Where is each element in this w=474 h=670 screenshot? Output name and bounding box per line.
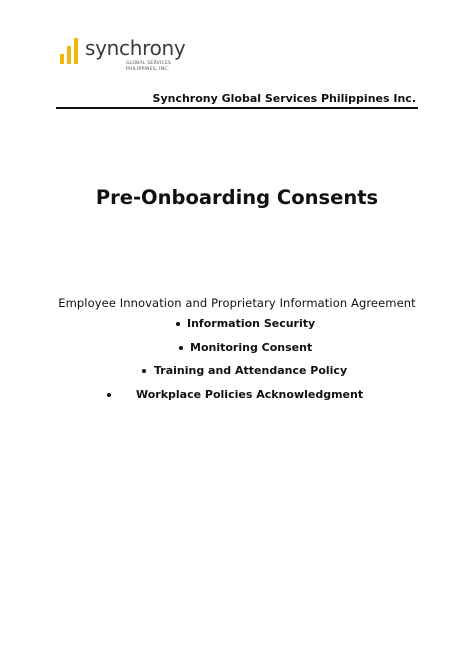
logo-subtext-line1: GLOBAL SERVICES [126, 61, 172, 66]
list-item-monitoring-consent: Monitoring Consent [190, 341, 313, 354]
list-item-training-attendance: Training and Attendance Policy [154, 364, 348, 377]
logo-bar-tall [74, 38, 78, 64]
header-rule [56, 107, 418, 109]
bullet-dot [176, 322, 180, 326]
bullet-dot [107, 393, 111, 397]
logo-bars-icon [60, 38, 80, 64]
logo-subtext-line2: PHILIPPINES, INC. [126, 66, 170, 72]
bullet-dot [179, 346, 183, 350]
bullet-dot [142, 369, 146, 373]
page-title: Pre-Onboarding Consents [95, 186, 379, 209]
logo-wordmark: synchrony [85, 36, 186, 60]
company-name: Synchrony Global Services Philippines Inc. [152, 92, 416, 105]
agreement-heading: Employee Innovation and Proprietary Information Agreement [58, 296, 416, 310]
list-item-workplace-policies: Workplace Policies Acknowledgment [136, 388, 364, 401]
logo-bar-short [60, 54, 64, 64]
list-item-information-security: Information Security [187, 317, 316, 330]
logo-subtext [126, 61, 171, 72]
logo-bar-medium [67, 46, 71, 64]
synchrony-logo [60, 36, 200, 76]
